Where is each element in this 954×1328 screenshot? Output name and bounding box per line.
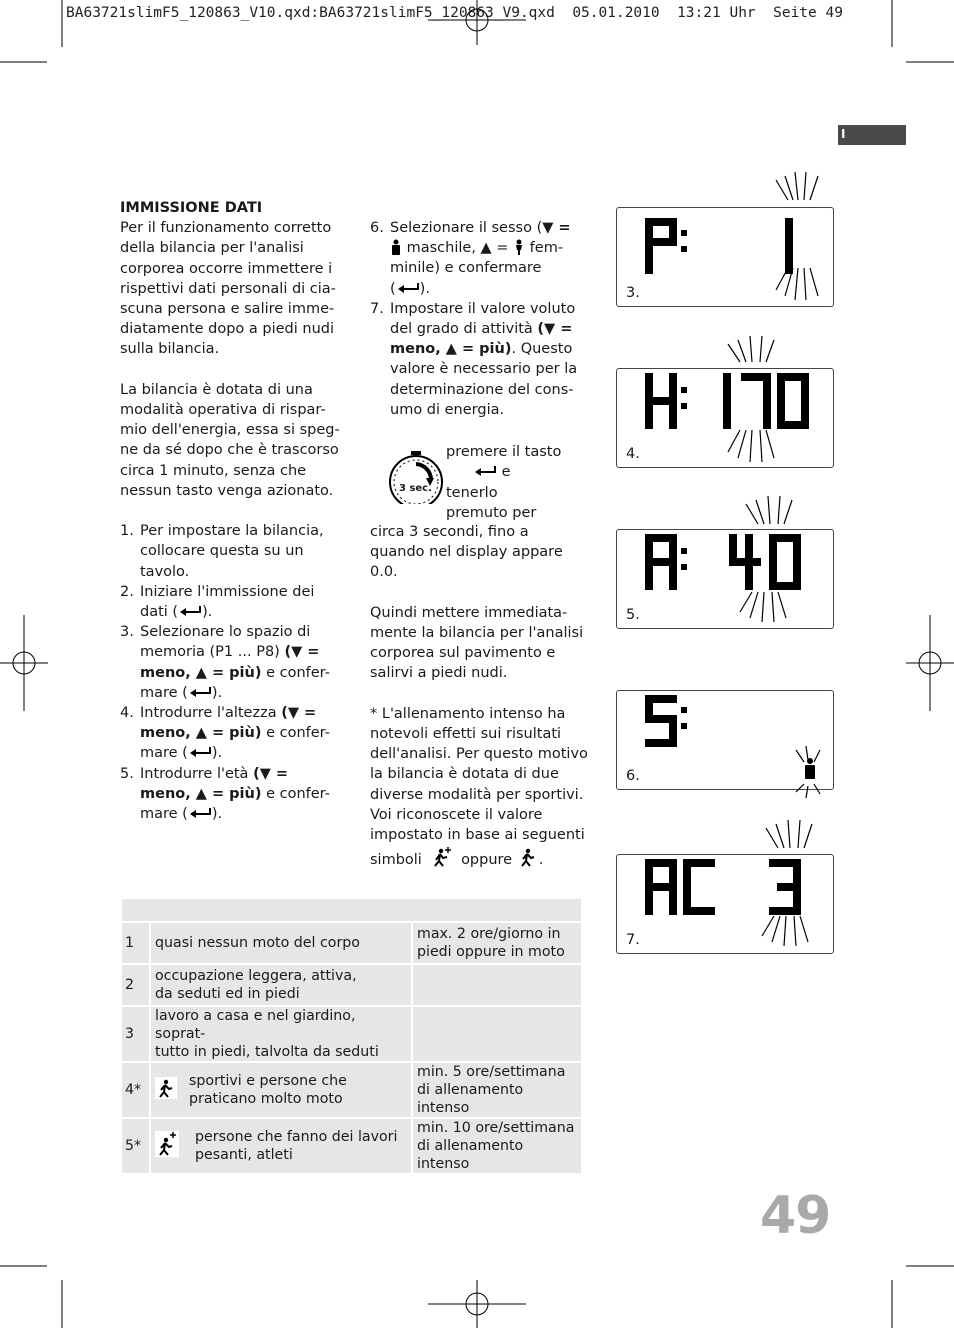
lcd-reading	[617, 369, 835, 469]
athlete-note-paragraph: * L'allenamento intenso ha notevoli effetti sui risultati dell'analisi. Per questo motivo la bilancia è dotata di due diverse modalità per sportivi. Voi riconoscete il valore impostato in base ai seguenti simboli oppure .	[370, 705, 588, 869]
male-symbol-icon	[805, 758, 815, 779]
display-label: 5.	[626, 607, 640, 623]
step-7: 7. Impostare il valore voluto del grado di attività (▼ = meno, ▲ = più). Questo valore è necessario per la determinazione del cons- umo di energia.	[370, 300, 578, 418]
display-label: 3.	[626, 285, 640, 301]
step-5: 5. Introdurre l'età (▼ = meno, ▲ = più) e confer- mare ( ).	[120, 765, 330, 823]
runner-symbol-icon	[155, 1077, 177, 1099]
display-label: 6.	[626, 768, 640, 784]
print-slug: BA63721slimF5_120863_V10.qxd:BA63721slimF5_120863_V9.qxd 05.01.2010 13:21 Uhr Seite 49	[66, 5, 843, 21]
enter-key-icon	[188, 807, 212, 819]
enter-key-icon	[473, 465, 497, 477]
language-tab: I	[838, 125, 906, 145]
male-symbol-icon	[390, 239, 402, 255]
step-on-paragraph: Quindi mettere immediata- mente la bilancia per l'analisi corporea sul pavimento e salirvi a piedi nudi.	[370, 604, 584, 682]
column-1	[120, 198, 345, 824]
step-2: 2. Iniziare l'immissione dei dati ( ).	[120, 583, 315, 621]
intro-paragraph: Per il funzionamento corretto della bilancia per l'analisi corporea occorre immettere i rispettivi dati personali di cia- scuna persona e salire imme- diatamente dopo a piedi nudi sulla bilancia.	[120, 220, 336, 358]
athlete-symbol-icon	[155, 1131, 179, 1157]
page-number: 49	[760, 1186, 831, 1246]
step-3: 3. Selezionare lo spazio di memoria (P1 ... P8) (▼ = meno, ▲ = più) e confer- mare ( ).	[120, 624, 330, 701]
athlete-symbol-icon	[426, 845, 456, 867]
lcd-reading	[617, 855, 835, 955]
column-2	[370, 218, 590, 870]
lcd-reading	[617, 530, 835, 630]
table-row: 4* sportivi e persone che praticano molto moto min. 5 ore/settimana di allenamento intenso	[121, 1062, 582, 1118]
display-label: 4.	[626, 446, 640, 462]
table-row: 3 lavoro a casa e nel giardino, soprat- tutto in piedi, talvolta da seduti	[121, 1006, 582, 1062]
display-7	[616, 854, 834, 954]
enter-key-icon	[178, 605, 202, 617]
section-heading: IMMISSIONE DATI	[120, 200, 263, 216]
runner-symbol-icon	[517, 845, 539, 867]
enter-key-icon	[396, 282, 420, 294]
enter-key-icon	[188, 686, 212, 698]
energy-saving-paragraph: La bilancia è dotata di una modalità operativa di rispar- mio dell'energia, essa si speg- ne da sé dopo che è trascorso circa 1 minuto, senza che nessun tasto venga azionato.	[120, 381, 340, 499]
enter-key-icon	[188, 746, 212, 758]
display-3	[616, 207, 834, 307]
timer-text: premere il tasto e tenerlo premuto per	[446, 444, 562, 521]
display-4	[616, 368, 834, 468]
table-row: 1 quasi nessun moto del corpo max. 2 ore/giorno in piedi oppure in moto	[121, 922, 582, 964]
female-symbol-icon	[513, 239, 525, 255]
table-row: 2 occupazione leggera, attiva, da seduti ed in piedi	[121, 964, 582, 1006]
step-1: 1. Per impostare la bilancia, collocare questa su un tavolo.	[120, 523, 324, 580]
timer-label: 3 sec.	[399, 483, 432, 495]
display-5	[616, 529, 834, 629]
display-label: 7.	[626, 932, 640, 948]
table-header-row	[121, 898, 582, 922]
table-row: 5* persone che fanno dei lavori pesanti, atleti min. 10 ore/settimana di allenamento intenso	[121, 1118, 582, 1174]
timer-instruction	[370, 442, 590, 523]
lcd-reading	[617, 691, 835, 791]
display-6	[616, 690, 834, 790]
timer-continuation: circa 3 secondi, fino a quando nel display appare 0.0.	[370, 524, 563, 581]
activity-level-table	[120, 897, 583, 1175]
step-4: 4. Introdurre l'altezza (▼ = meno, ▲ = più) e confer- mare ( ).	[120, 705, 330, 762]
timer-icon	[370, 442, 446, 504]
lcd-reading	[617, 208, 835, 308]
step-6: 6. Selezionare il sesso (▼ = maschile, ▲ = fem- minile) e confermare ( ).	[370, 220, 571, 297]
